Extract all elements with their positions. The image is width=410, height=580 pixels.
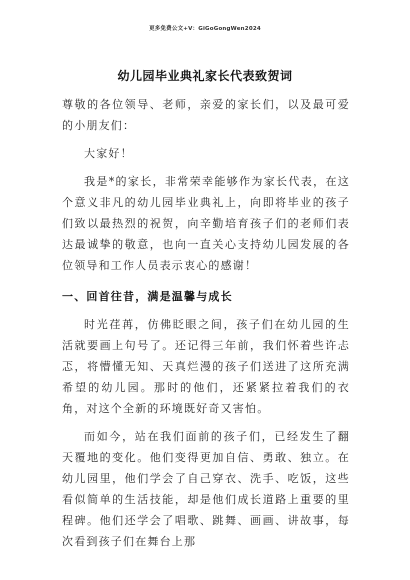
header-note: 更多免费公文+V：GiGoGongWen2024 [149, 26, 261, 32]
document-body [62, 94, 350, 552]
section-paragraph: 时光荏苒，仿佛眨眼之间，孩子们在幼儿园的生活就要画上句号了。还记得三年前，我们怀着些许忐忑，将懵懂无知、天真烂漫的孩子们送进了这所充满希望的幼儿园。那时的他们，还紧紧拉着我们的衣角，对这个全新的环境既好奇又害怕。 [62, 318, 350, 415]
salutation: 尊敬的各位领导、老师，亲爱的家长们，以及最可爱的小朋友们： [62, 98, 350, 132]
document-title: 幼儿园毕业典礼家长代表致贺词 [117, 69, 293, 83]
section-paragraph: 而如今，站在我们面前的孩子们，已经发生了翻天覆地的变化。他们变得更加自信、勇敢、独立。在幼儿园里，他们学会了自己穿衣、洗手、吃饭，这些看似简单的生活技能，却是他们成长道路上重要的里程碑。他们还学会了唱歌、跳舞、画画、讲故事，每次看到孩子们在舞台上那 [62, 430, 350, 548]
section-heading: 一、回首往昔，满是温馨与成长 [62, 290, 233, 303]
greeting: 大家好！ [84, 147, 133, 160]
intro-paragraph: 我是*的家长，非常荣幸能够作为家长代表，在这个意义非凡的幼儿园毕业典礼上，向即将毕业的孩子们致以最热烈的祝贺，向辛勤培育孩子们的老师们表达最诚挚的敬意，也向一直关心支持幼儿园发展的各位领导和工作人员表示衷心的感谢！ [62, 175, 350, 272]
